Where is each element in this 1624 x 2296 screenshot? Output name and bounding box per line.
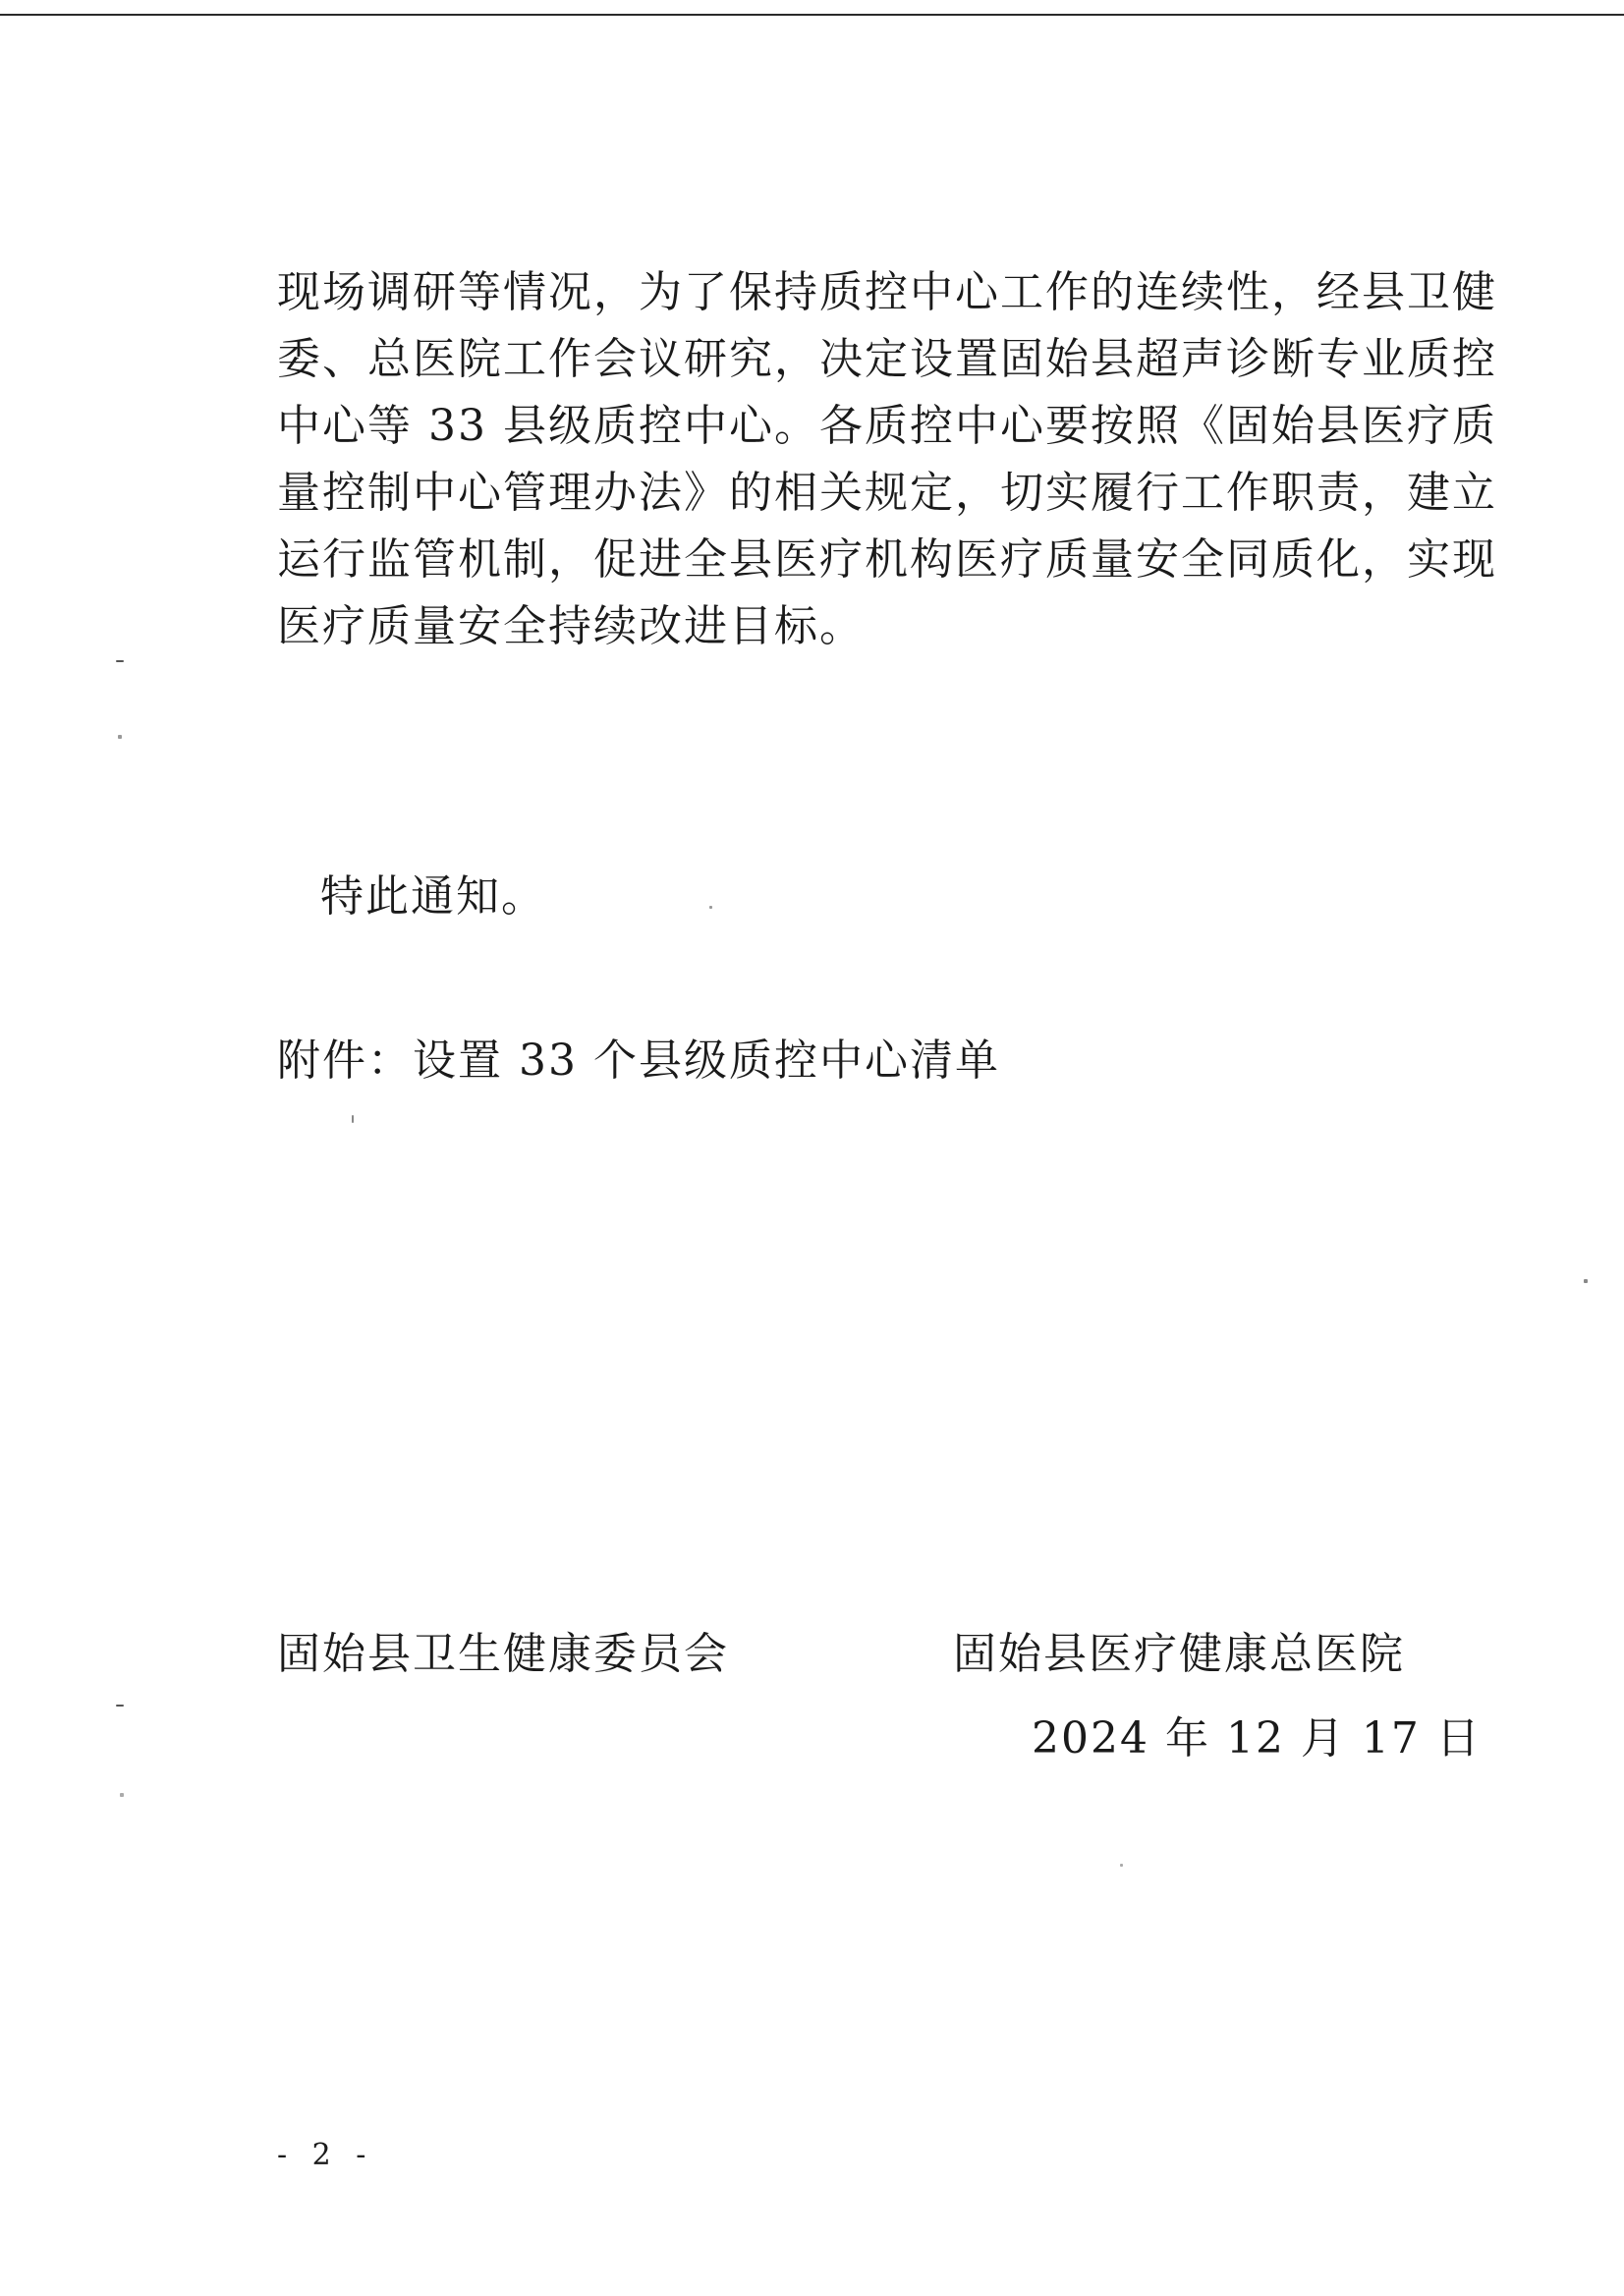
issuer-general-hospital: 固始县医疗健康总医院 bbox=[953, 1629, 1405, 1679]
scan-speck bbox=[709, 906, 712, 909]
scan-speck bbox=[116, 1705, 124, 1707]
body-line: 委、总医院工作会议研究，决定设置固始县超声诊断专业质控 bbox=[277, 334, 1497, 384]
page-number: - 2 - bbox=[277, 2138, 374, 2172]
scan-speck bbox=[118, 735, 122, 739]
scan-speck bbox=[1120, 1864, 1123, 1867]
body-paragraph bbox=[277, 259, 1497, 660]
body-line: 中心等 33 县级质控中心。各质控中心要按照《固始县医疗质 bbox=[277, 401, 1497, 451]
scan-speck bbox=[116, 660, 124, 662]
scan-speck bbox=[352, 1115, 354, 1123]
scan-speck bbox=[1584, 1279, 1588, 1283]
issue-date: 2024 年 12 月 17 日 bbox=[1032, 1713, 1482, 1764]
closing-remark: 特此通知。 bbox=[320, 871, 546, 922]
body-line: 运行监管机制，促进全县医疗机构医疗质量安全同质化，实现 bbox=[277, 534, 1497, 585]
scan-speck bbox=[120, 1793, 124, 1797]
body-line: 现场调研等情况，为了保持质控中心工作的连续性，经县卫健 bbox=[277, 267, 1497, 317]
top-rule bbox=[0, 14, 1624, 16]
attachment-line: 附件：设置 33 个县级质控中心清单 bbox=[277, 1036, 1000, 1086]
body-line: 量控制中心管理办法》的相关规定，切实履行工作职责，建立 bbox=[277, 468, 1497, 518]
issuer-health-commission: 固始县卫生健康委员会 bbox=[277, 1629, 729, 1679]
body-line: 医疗质量安全持续改进目标。 bbox=[277, 601, 865, 651]
